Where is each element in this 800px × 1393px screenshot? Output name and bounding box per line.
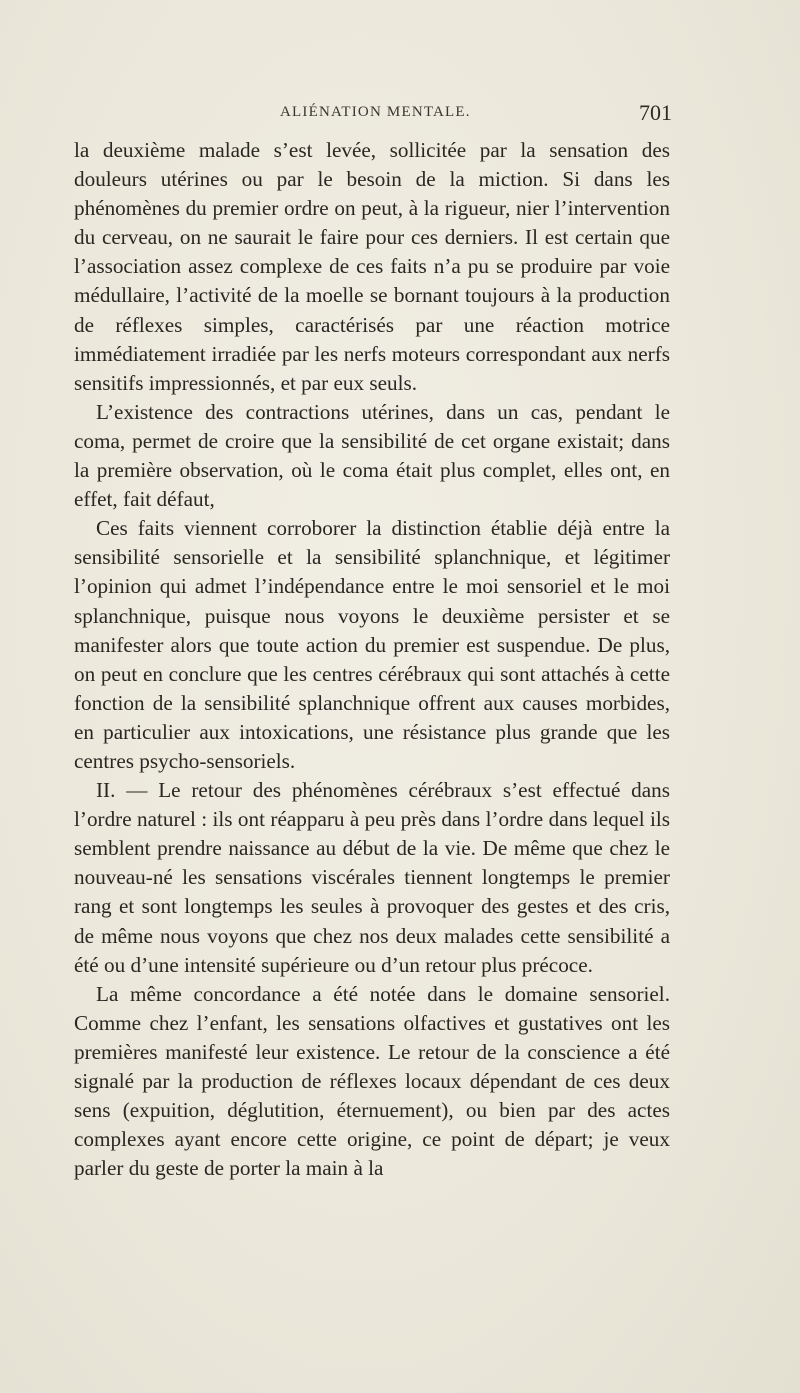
body-text — [74, 136, 670, 1183]
paragraph-2: L’existence des contractions utérines, dans un cas, pendant le coma, permet de croire que la sensibilité de cet organe existait; dans la première observation, où le coma était plus complet, elles ont, en effet, fait défaut, — [74, 399, 670, 512]
page-header — [74, 100, 672, 130]
paragraph-1: la deuxième malade s’est levée, sollicitée par la sensation des douleurs utérines ou par le besoin de la miction. Si dans les phénomènes du premier ordre on peut, à la rigueur, nier l’intervention du cerveau, on ne saurait le faire pour ces derniers. Il est certain que l’association assez complexe de ces faits n’a pu se produire par voie médullaire, l’activité de la moelle se bornant toujours à la production de réflexes simples, caractérisés par une réaction motrice immédiatement irradiée par les nerfs moteurs correspondant aux nerfs sensitifs impressionnés, et par eux seuls. — [74, 138, 670, 395]
running-head: ALIÉNATION MENTALE. — [280, 104, 471, 120]
paragraph-5: La même concordance a été notée dans le domaine sensoriel. Comme chez l’enfant, les sensations olfactives et gustatives ont les premières manifesté leur existence. Le retour de la conscience a été signalé par la production de réflexes locaux dépendant de ces deux sens (expuition, déglutition, éternuement), ou bien par des actes complexes ayant encore cette origine, ce point de départ; je veux parler du geste de porter la main à la — [74, 981, 670, 1181]
paragraph-3: Ces faits viennent corroborer la distinction établie déjà entre la sensibilité sensorielle et la sensibilité splanchnique, et légitimer l’opinion qui admet l’indépendance entre le moi sensoriel et le moi splanchnique, puisque nous voyons le deuxième persister et se manifester alors que toute action du premier est suspendue. De plus, on peut en conclure que les centres cérébraux qui sont attachés à cette fonction de la sensibilité splanchnique offrent aux causes morbides, en particulier aux intoxications, une résistance plus grande que les centres psycho-sensoriels. — [74, 516, 670, 773]
page-number: 701 — [639, 100, 672, 125]
paragraph-4: II. — Le retour des phénomènes cérébraux s’est effectué dans l’ordre naturel : ils ont réapparu à peu près dans l’ordre dans lequel ils semblent prendre naissance au début de la vie. De même que chez le nouveau-né les sensations viscérales tiennent longtemps le premier rang et sont longtemps les seules à provoquer des gestes et des cris, de même nous voyons que chez nos deux malades cette sensibilité a été ou d’une intensité supérieure ou d’un retour plus précoce. — [74, 778, 670, 977]
